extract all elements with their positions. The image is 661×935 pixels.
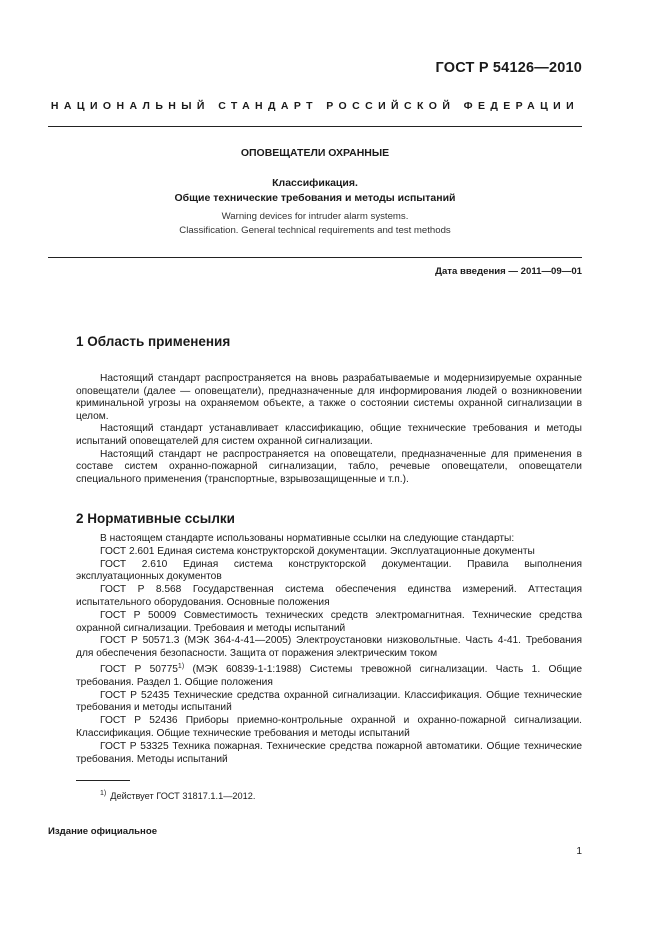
footnote-mark: 1) — [100, 790, 107, 797]
reference-item: ГОСТ Р 53325 Техника пожарная. Технические средства пожарной автоматики. Общие технические требования. Методы испытаний — [76, 740, 582, 765]
section-2-intro: В настоящем стандарте использованы нормативные ссылки на следующие стандарты: — [100, 533, 515, 544]
page-number: 1 — [576, 846, 582, 857]
english-title-line-2: Classification. General technical requirements and test methods — [179, 225, 451, 236]
title-divider — [48, 257, 582, 258]
section-1-body — [76, 373, 582, 486]
english-title — [48, 210, 582, 238]
reference-item: ГОСТ Р 50571.3 (МЭК 364-4-41—2005) Электроустановки низковольтные. Часть 4-41. Требования для обеспечения безопасности. Защита от поражения электрическим током — [76, 635, 582, 660]
document-subtitle — [48, 176, 582, 206]
reference-item: ГОСТ 2.610 Единая система конструкторской документации. Правила выполнения эксплуатационных документов — [76, 558, 582, 583]
section-1-paragraph: Настоящий стандарт распространяется на вновь разрабатываемые и модернизируемые охранные оповещатели (далее — оповещатели), предназначенные для информирования людей о возникновении криминальной угрозы на охраняемом объекте, а также о состоянии системы охранной сигнализации в целом. — [76, 373, 582, 422]
document-number: ГОСТ Р 54126—2010 — [435, 60, 582, 76]
reference-item: ГОСТ Р 52435 Технические средства охранной сигнализации. Классификация. Общие технические требования и методы испытаний — [76, 689, 582, 714]
reference-code: ГОСТ Р 50775 — [100, 663, 178, 675]
reference-item: ГОСТ Р 8.568 Государственная система обеспечения единства измерений. Аттестация испытательного оборудования. Основные положения — [76, 584, 582, 608]
introduction-date: Дата введения — 2011—09—01 — [435, 266, 582, 277]
section-2-body — [76, 533, 582, 766]
reference-text: (МЭК 60839-1-1:1988) Системы тревожной сигнализации. Часть 1. Общие требования. Раздел 1. Общие положения — [76, 663, 582, 688]
footnote-marker: 1) — [177, 662, 185, 670]
footnote-divider — [76, 780, 130, 781]
edition-label: Издание официальное — [48, 826, 158, 837]
section-2-heading: 2 Нормативные ссылки — [76, 511, 235, 526]
english-title-line-1: Warning devices for intruder alarm systems. — [221, 211, 409, 222]
document-title: ОПОВЕЩАТЕЛИ ОХРАННЫЕ — [240, 147, 390, 159]
top-divider — [48, 126, 582, 127]
section-1-paragraph: Настоящий стандарт устанавливает классификацию, общие технические требования и методы испытаний оповещателей для систем охранной сигнализации. — [76, 423, 582, 447]
reference-item — [76, 661, 582, 690]
national-standard-banner: НАЦИОНАЛЬНЫЙ СТАНДАРТ РОССИЙСКОЙ ФЕДЕРАЦИИ — [50, 100, 580, 112]
reference-item: ГОСТ 2.601 Единая система конструкторской документации. Эксплуатационные документы — [100, 545, 535, 557]
reference-item: ГОСТ Р 52436 Приборы приемно-контрольные охранной и охранно-пожарной сигнализации. Классификация. Общие технические требования и методы испытаний — [76, 715, 582, 739]
reference-item: ГОСТ Р 50009 Совместимость технических средств электромагнитная. Технические средства охранной сигнализации. Требоваия и методы испытаний — [76, 609, 582, 634]
footnote-text: Действует ГОСТ 31817.1.1—2012. — [110, 791, 256, 801]
subtitle-line-1: Классификация. — [272, 177, 358, 189]
footnote — [100, 790, 255, 801]
subtitle-line-2: Общие технические требования и методы испытаний — [174, 192, 456, 204]
section-1-heading: 1 Область применения — [76, 334, 231, 349]
section-1-paragraph: Настоящий стандарт не распространяется на оповещатели, предназначенные для применения в составе систем охранно-пожарной сигнализации, табло, речевые оповещатели, оповещатели специального применения (транспортные, взрывозащищенные и т.п.). — [76, 448, 582, 485]
